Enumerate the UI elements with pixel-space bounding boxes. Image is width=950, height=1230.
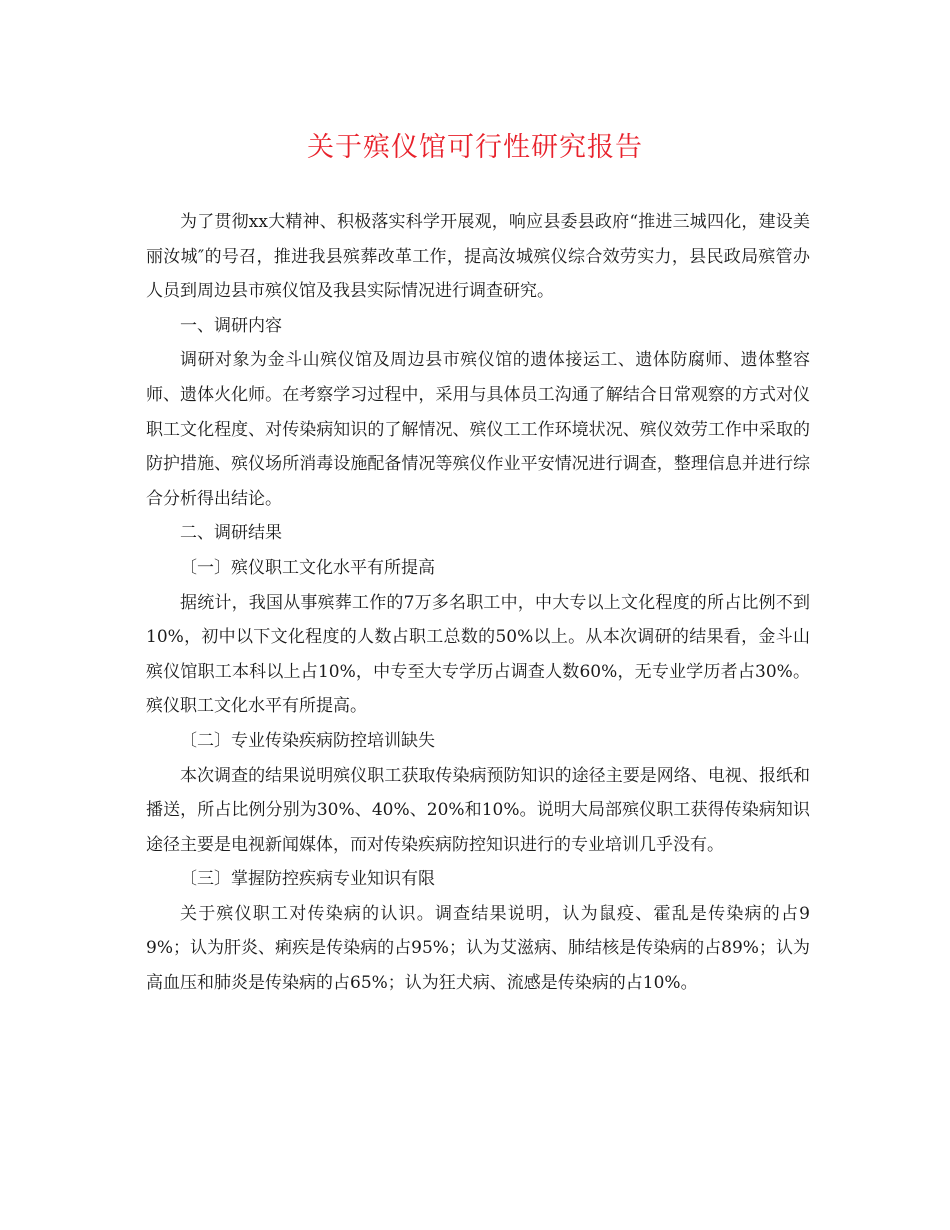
subsection-2-heading: 〔二〕专业传染疾病防控培训缺失 bbox=[180, 730, 435, 751]
subsection-2-paragraph: 本次调查的结果说明殡仪职工获取传染病预防知识的途径主要是网络、电视、报纸和播送，所占比例分别为30%、40%、20%和10%。说明大局部殡仪职工获得传染病知识途径主要是电视新闻媒体，而对传染疾病防控知识进行的专业培训几乎没有。 bbox=[146, 765, 810, 855]
document-body bbox=[146, 205, 810, 1001]
subsection-3-heading: 〔三〕掌握防控疾病专业知识有限 bbox=[180, 869, 435, 890]
subsection-1-heading: 〔一〕殡仪职工文化水平有所提高 bbox=[180, 557, 435, 578]
section-1-paragraph: 调研对象为金斗山殡仪馆及周边县市殡仪馆的遗体接运工、遗体防腐师、遗体整容师、遗体火化师。在考察学习过程中，采用与具体员工沟通了解结合日常观察的方式对仪职工文化程度、对传染病知识的了解情况、殡仪工工作环境状况、殡仪效劳工作中采取的防护措施、殡仪场所消毒设施配备情况等殡仪作业平安情况进行调查，整理信息并进行综合分析得出结论。 bbox=[146, 350, 810, 509]
subsection-1-paragraph: 据统计，我国从事殡葬工作的7万多名职工中，中大专以上文化程度的所占比例不到10%，初中以下文化程度的人数占职工总数的50%以上。从本次调研的结果看，金斗山殡仪馆职工本科以上占10%，中专至大专学历占调查人数60%，无专业学历者占30%。殡仪职工文化水平有所提高。 bbox=[146, 592, 810, 717]
document-title: 关于殡仪馆可行性研究报告 bbox=[307, 132, 643, 163]
section-1-heading: 一、调研内容 bbox=[180, 315, 282, 336]
section-2-heading: 二、调研结果 bbox=[180, 523, 282, 544]
subsection-3-paragraph: 关于殡仪职工对传染病的认识。调查结果说明，认为鼠疫、霍乱是传染病的占99%；认为肝炎、痢疾是传染病的占95%；认为艾滋病、肺结核是传染病的占89%；认为高血压和肺炎是传染病的占65%；认为狂犬病、流感是传染病的占10%。 bbox=[146, 903, 810, 994]
intro-paragraph: 为了贯彻xx大精神、积极落实科学开展观，响应县委县政府“推进三城四化，建设美丽汝城″的号召，推进我县殡葬改革工作，提高汝城殡仪综合效劳实力，县民政局殡管办人员到周边县市殡仪馆及我县实际情况进行调查研究。 bbox=[146, 212, 810, 302]
